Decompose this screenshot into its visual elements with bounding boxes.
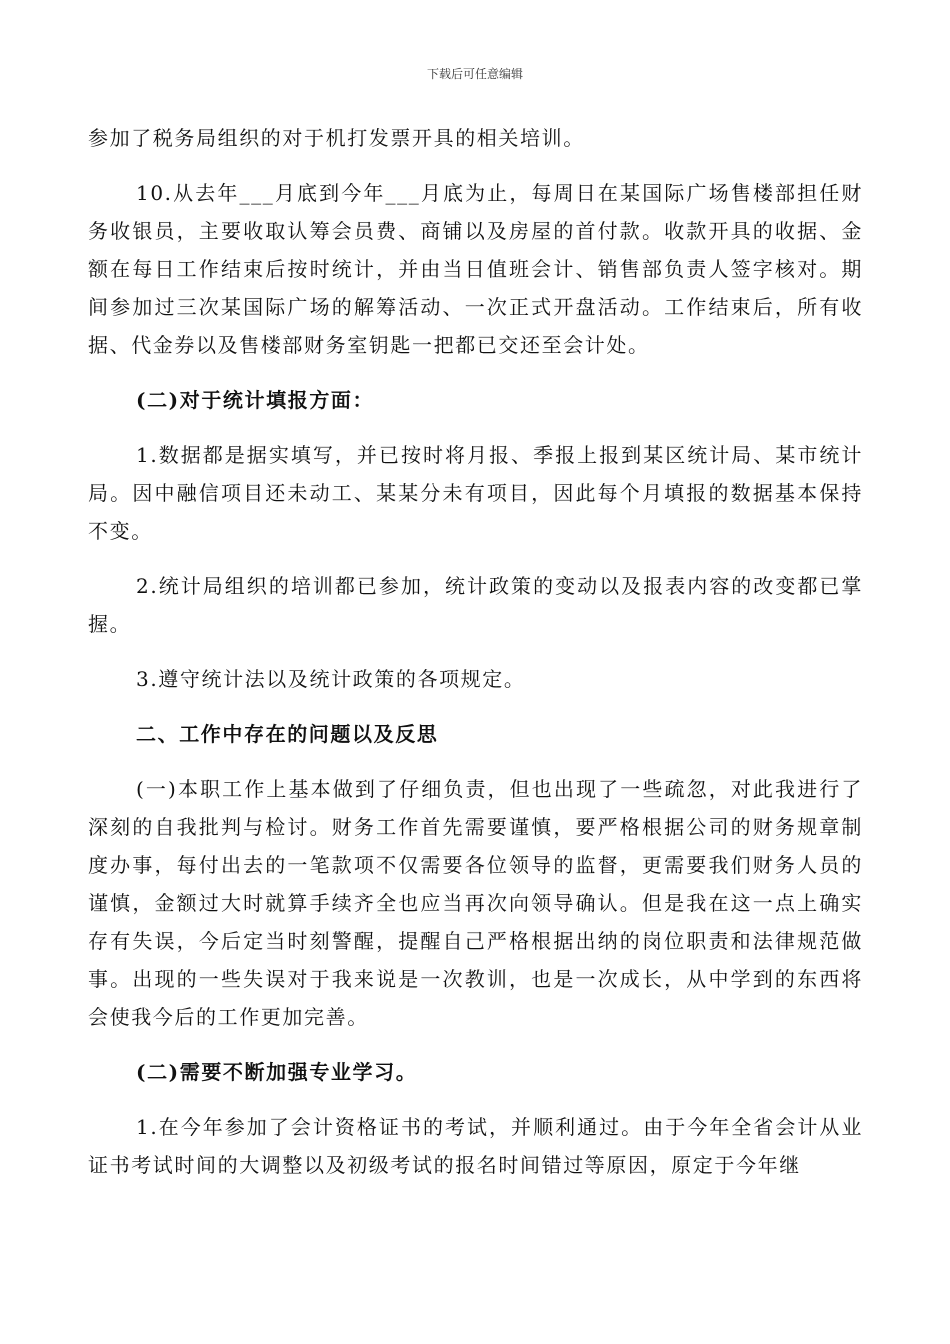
paragraph-statistics-1: 1.数据都是据实填写，并已按时将月报、季报上报到某区统计局、某市统计局。因中融信项目还未动工、某某分未有项目，因此每个月填报的数据基本保持不变。 xyxy=(88,443,863,543)
paragraph-reflection: (一)本职工作上基本做到了仔细负责，但也出现了一些疏忽，对此我进行了深刻的自我批判与检讨。财务工作首先需要谨慎，要严格根据公司的财务规章制度办事，每付出去的一笔款项不仅需要各位领导的监督，更需要我们财务人员的谨慎，金额过大时就算手续齐全也应当再次向领导确认。但是我在这一点上确实存有失误，今后定当时刻警醒，提醒自己严格根据出纳的岗位职责和法律规范做事。出现的一些失误对于我来说是一次教训，也是一次成长，从中学到的东西将会使我今后的工作更加完善。 xyxy=(88,777,863,1029)
paragraph-continuation: 参加了税务局组织的对于机打发票开具的相关培训。 xyxy=(88,126,585,150)
paragraph-statistics-3: 3.遵守统计法以及统计政策的各项规定。 xyxy=(136,667,526,691)
document-body xyxy=(88,119,863,1184)
section-heading-problems: 二、工作中存在的问题以及反思 xyxy=(136,722,439,746)
paragraph-study-1: 1.在今年参加了会计资格证书的考试，并顺利通过。由于今年全省会计从业证书考试时间的大调整以及初级考试的报名时间错过等原因，原定于今年继 xyxy=(88,1115,863,1177)
subheading-statistics: (二)对于统计填报方面： xyxy=(136,388,375,412)
subheading-study: (二)需要不断加强专业学习。 xyxy=(136,1060,418,1084)
page-header: 下载后可任意编辑 xyxy=(426,67,523,81)
paragraph-item-10: 10.从去年___月底到今年___月底为止，每周日在某国际广场售楼部担任财务收银员，主要收取认筹会员费、商铺以及房屋的首付款。收款开具的收据、金额在每日工作结束后按时统计，并由当日值班会计、销售部负责人签字核对。期间参加过三次某国际广场的解筹活动、一次正式开盘活动。工作结束后，所有收据、代金券以及售楼部财务室钥匙一把都已交还至会计处。 xyxy=(88,181,863,357)
paragraph-statistics-2: 2.统计局组织的培训都已参加，统计政策的变动以及报表内容的改变都已掌握。 xyxy=(88,574,863,636)
